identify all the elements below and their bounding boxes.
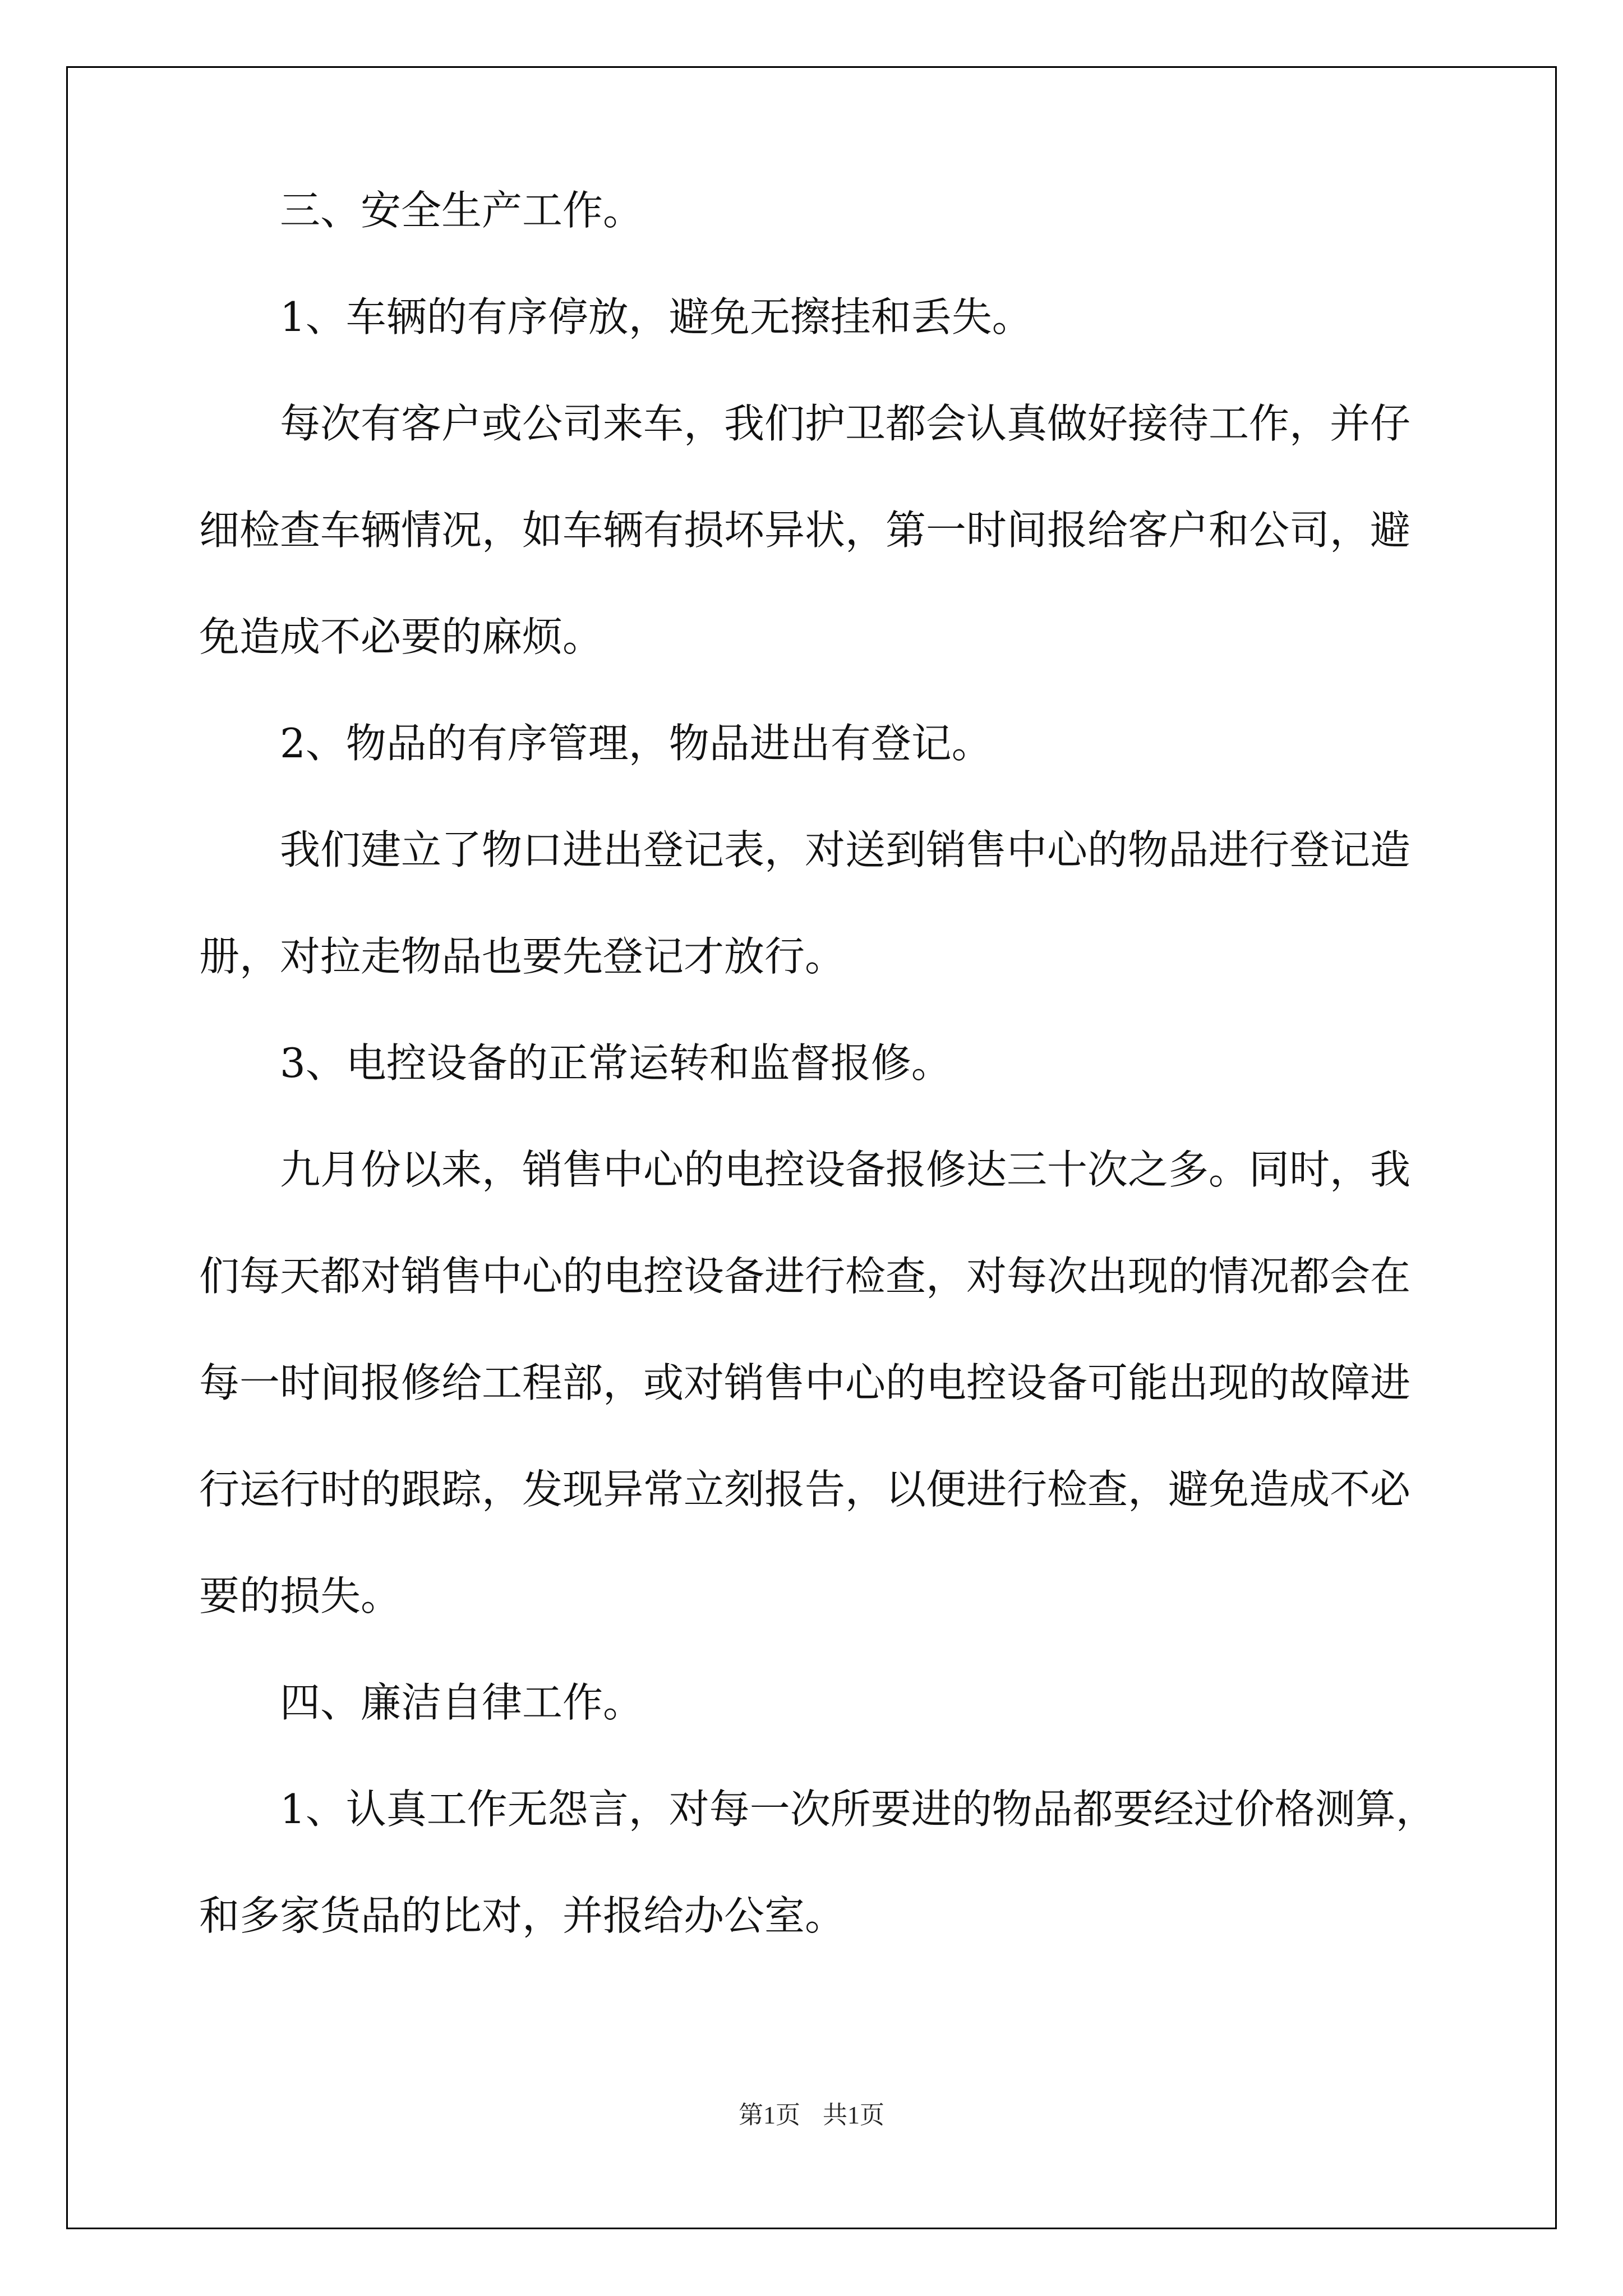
page-number: 第1页: [739, 2101, 800, 2129]
page-total: 共1页: [823, 2101, 884, 2129]
section-heading-integrity: 四、廉洁自律工作。: [280, 1679, 644, 1726]
item-heading-equipment: 3、电控设备的正常运转和监督报修。: [280, 1039, 952, 1087]
page-footer: [0, 2095, 1623, 2131]
body-paragraph-integrity: 1、认真工作无怨言，对每一次所要进的物品都要经过价格测算，和多家货品的比对，并报给办公室。: [199, 1786, 1436, 1939]
body-paragraph-goods: 我们建立了物口进出登记表，对送到销售中心的物品进行登记造册，对拉走物品也要先登记才放行。: [199, 826, 1411, 980]
document-body: [199, 157, 1450, 1969]
item-heading-vehicles: 1、车辆的有序停放，避免无擦挂和丢失。: [280, 293, 1032, 341]
section-heading-safety: 三、安全生产工作。: [280, 187, 644, 234]
body-paragraph-vehicles: 每次有客户或公司来车，我们护卫都会认真做好接待工作，并仔细检查车辆情况，如车辆有损坏异状，第一时间报给客户和公司，避免造成不必要的麻烦。: [199, 400, 1411, 660]
body-paragraph-equipment: 九月份以来，销售中心的电控设备报修达三十次之多。同时，我们每天都对销售中心的电控设备进行检查，对每次出现的情况都会在每一时间报修给工程部，或对销售中心的电控设备可能出现的故障进行运行时的跟踪，发现异常立刻报告，以便进行检查，避免造成不必要的损失。: [199, 1146, 1411, 1619]
item-heading-goods: 2、物品的有序管理，物品进出有登记。: [280, 720, 992, 767]
